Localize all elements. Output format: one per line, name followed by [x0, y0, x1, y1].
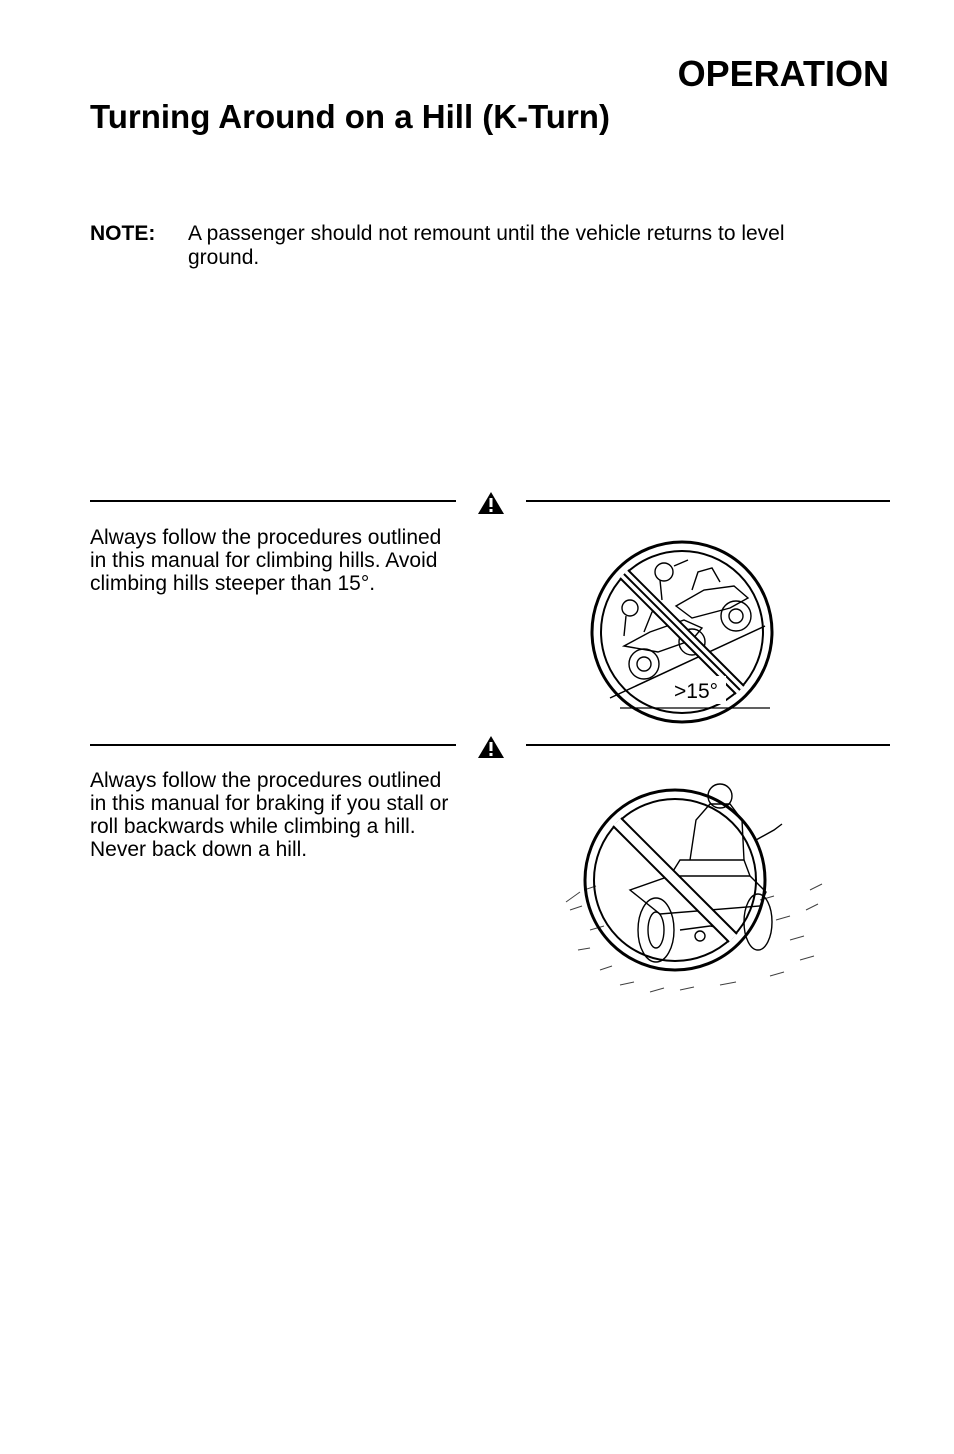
prohibited-backing-down-hill-illustration — [560, 780, 830, 1000]
page-heading: Turning Around on a Hill (K-Turn) — [90, 98, 610, 135]
warning-1-text: Always follow the procedures outlined in this manual for climbing hills. Avoid climbing hills steeper than 15°. — [90, 526, 442, 595]
warning-1-rule-left — [90, 500, 456, 502]
note-label: NOTE: — [90, 222, 156, 245]
warning-2-rule-left — [90, 744, 456, 746]
angle-label: >15° — [674, 680, 719, 703]
warning-2-rule-right — [526, 744, 890, 746]
warning-1-triangle-icon — [477, 491, 505, 515]
warning-2-triangle-icon — [477, 735, 505, 759]
warning-1-rule-right — [526, 500, 890, 502]
note-block — [90, 222, 850, 270]
prohibited-steep-hill-climb-illustration — [580, 536, 780, 726]
note-text: A passenger should not remount until the vehicle returns to level ground. — [188, 222, 785, 269]
section-title: OPERATION — [677, 53, 889, 94]
warning-2-text: Always follow the procedures outlined in this manual for braking if you stall or roll backwards while climbing a hill. Never back down a hill. — [90, 769, 449, 861]
